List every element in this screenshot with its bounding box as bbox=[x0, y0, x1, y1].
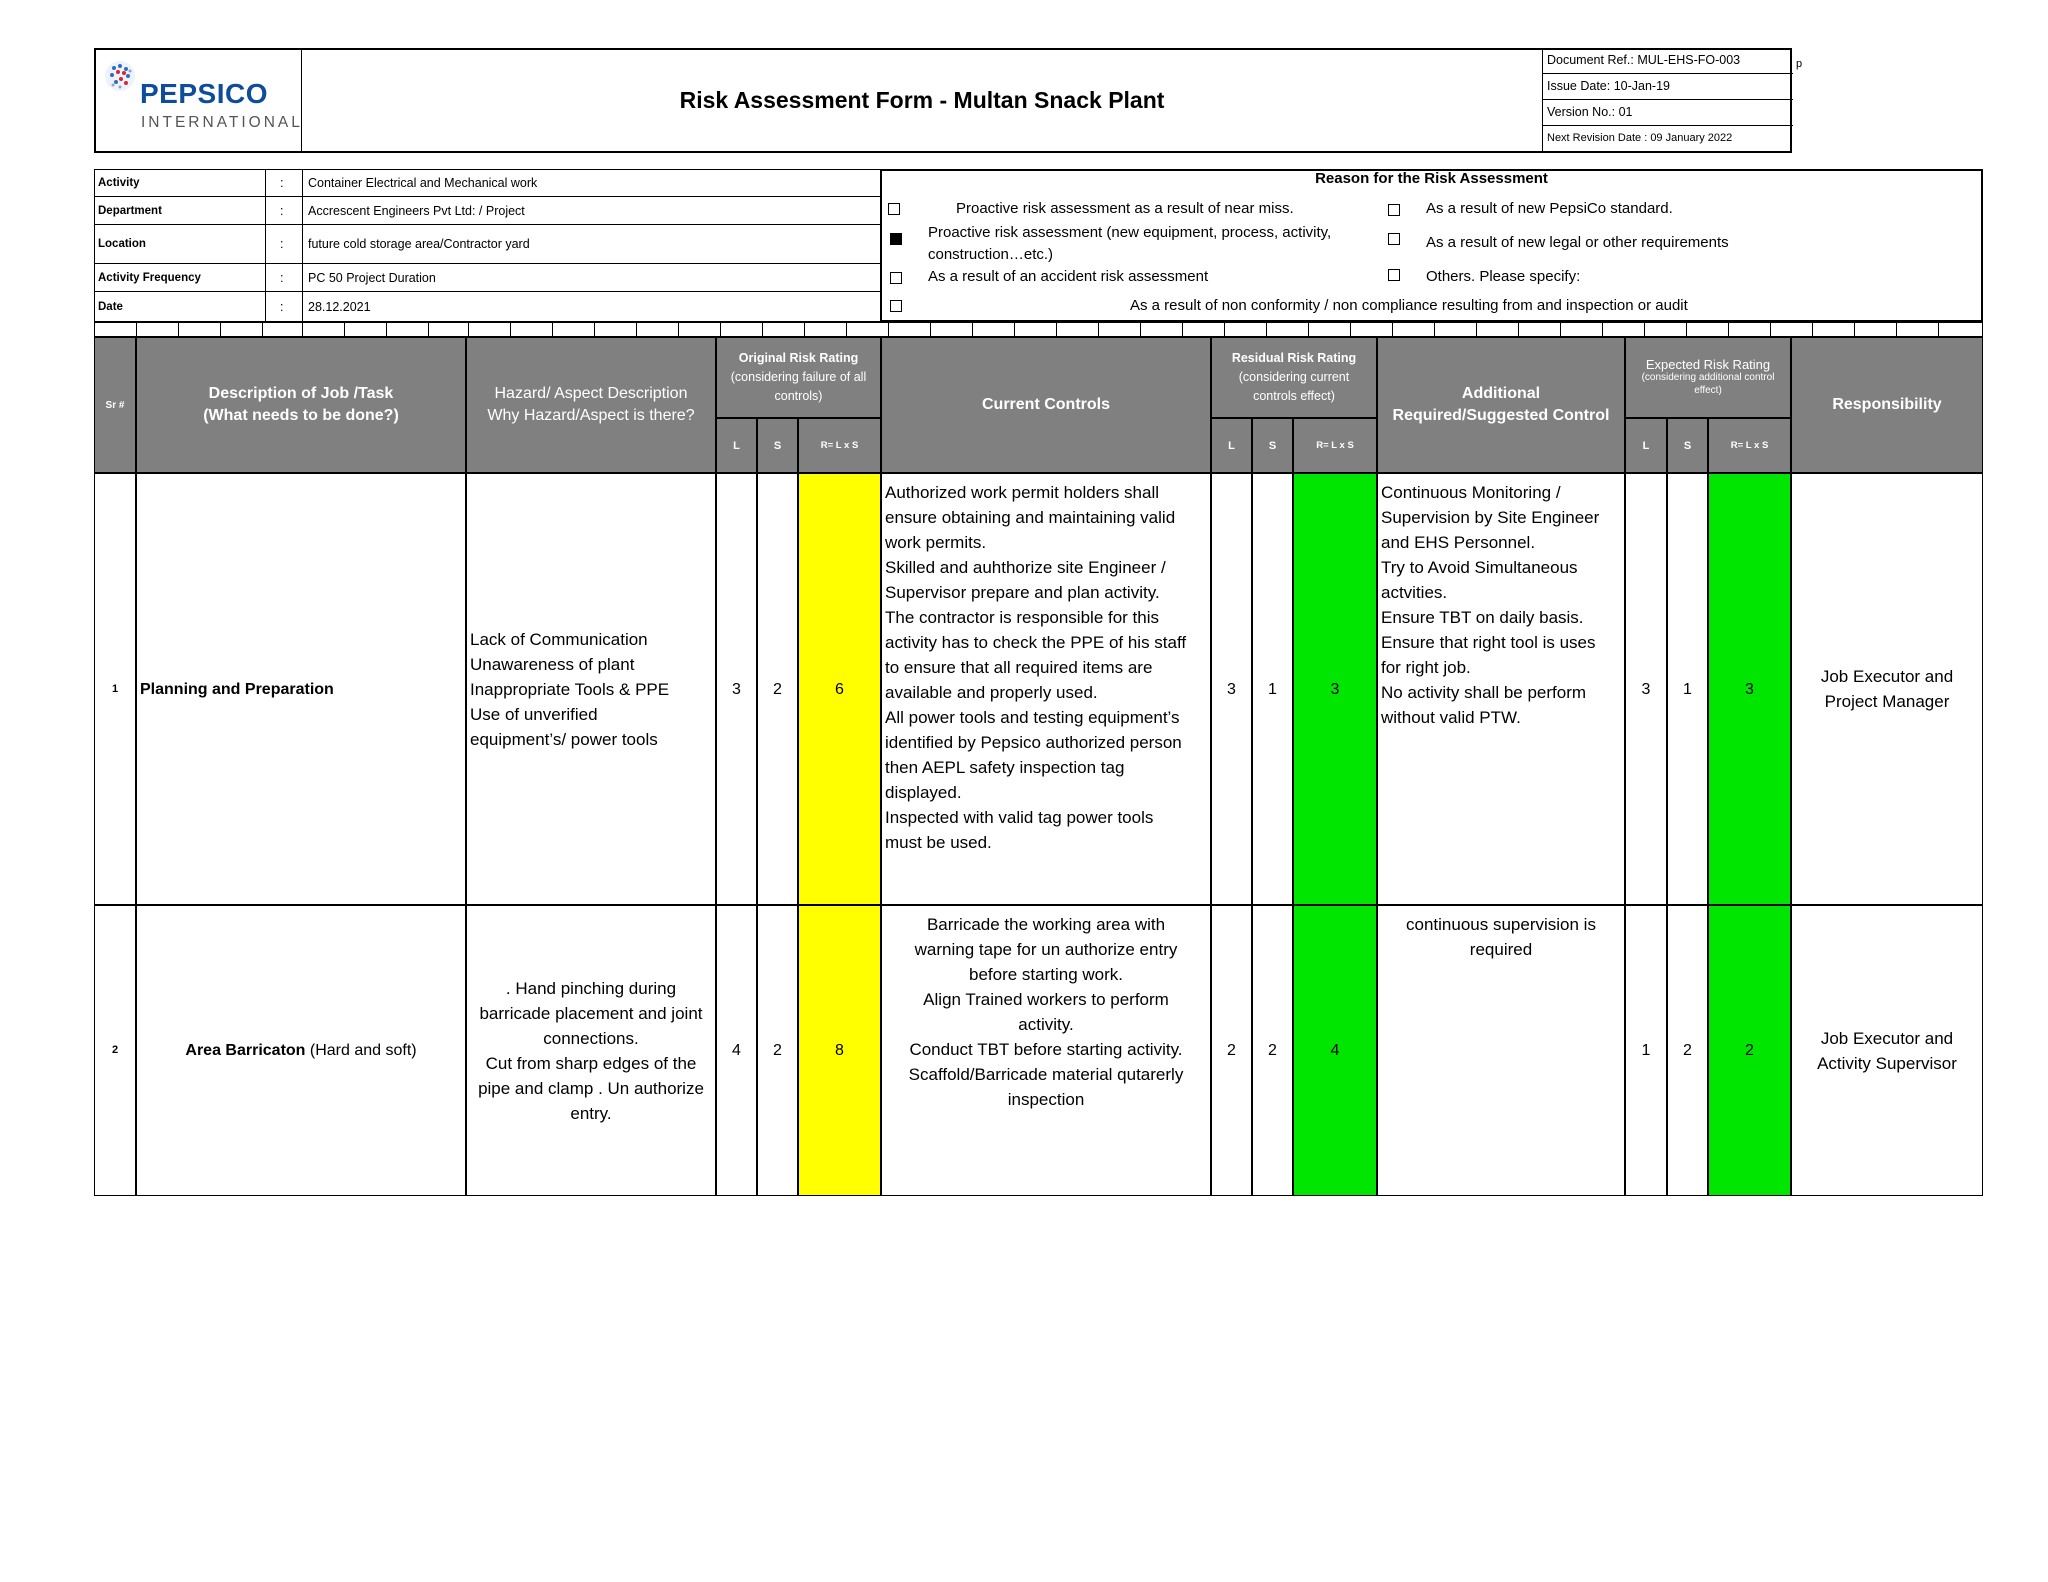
row-sr bbox=[94, 473, 136, 905]
info-row-frequency bbox=[94, 264, 880, 292]
header-original-subtitle: (considering failure of all controls) bbox=[730, 370, 867, 403]
rating-r-value: 8 bbox=[835, 1042, 844, 1059]
control-line: inspection bbox=[1007, 1090, 1085, 1109]
rating-s-value: 2 bbox=[773, 680, 782, 698]
info-value: Accrescent Engineers Pvt Ltd: / Project bbox=[308, 203, 525, 218]
row-additional-control bbox=[1377, 905, 1625, 1196]
info-label: Activity Frequency bbox=[98, 271, 201, 284]
text-stack bbox=[1381, 480, 1599, 730]
document-info bbox=[1542, 48, 1792, 153]
info-label: Date bbox=[98, 301, 123, 313]
control-line: Authorized work permit holders shall bbox=[885, 483, 1160, 502]
header-expected-r bbox=[1708, 418, 1791, 473]
header-original-r bbox=[798, 418, 881, 473]
control-line: Conduct TBT before starting activity. bbox=[909, 1040, 1183, 1059]
header-current-controls-label: Current Controls bbox=[982, 396, 1110, 413]
control-line: Supervisor prepare and plan activity. bbox=[885, 583, 1160, 602]
control-line: Align Trained workers to perform bbox=[923, 990, 1169, 1009]
additional-line: Supervision by Site Engineer bbox=[1381, 508, 1600, 527]
info-row-department bbox=[94, 197, 880, 225]
info-label: Department bbox=[98, 204, 162, 217]
next-revision-date: Next Revision Date : 09 January 2022 bbox=[1547, 132, 1733, 144]
header-l-label: L bbox=[1228, 439, 1235, 452]
job-description bbox=[140, 677, 334, 702]
info-value: Container Electrical and Mechanical work bbox=[308, 176, 538, 190]
control-line: activity. bbox=[1018, 1015, 1074, 1034]
additional-line: for right job. bbox=[1381, 658, 1471, 677]
text-stack bbox=[1821, 664, 1953, 714]
job-description bbox=[185, 1038, 416, 1063]
control-line: work permits. bbox=[885, 533, 987, 552]
info-colon: : bbox=[280, 300, 284, 314]
info-colon: : bbox=[280, 270, 284, 285]
rating-s-value: 2 bbox=[1268, 1042, 1277, 1059]
header-expected-l bbox=[1625, 418, 1667, 473]
checkbox-new-equipment[interactable] bbox=[890, 233, 902, 245]
info-value: PC 50 Project Duration bbox=[308, 270, 436, 285]
control-line: must be used. bbox=[885, 833, 992, 852]
reason-new-equipment: Proactive risk assessment (new equipment, process, activity, bbox=[928, 224, 1332, 241]
control-line: All power tools and testing equipment’s bbox=[885, 708, 1180, 727]
rating-r-value: 4 bbox=[1330, 1042, 1340, 1059]
row-residual-r bbox=[1293, 473, 1377, 905]
rating-l-value: 3 bbox=[1227, 680, 1236, 698]
header-r-label: R= L x S bbox=[820, 440, 859, 451]
header-desc-line: (What needs to be done?) bbox=[203, 407, 399, 424]
header-r-label: R= L x S bbox=[1730, 440, 1769, 451]
checkbox-non-conformity[interactable] bbox=[890, 300, 902, 312]
row-additional-control bbox=[1377, 473, 1625, 905]
header-residual-l bbox=[1211, 418, 1252, 473]
info-row-location bbox=[94, 225, 880, 264]
control-line: Barricade the working area with bbox=[926, 915, 1166, 934]
reason-others: Others. Please specify: bbox=[1426, 268, 1581, 285]
rating-l-value: 3 bbox=[732, 680, 741, 698]
header-hazard-line: Hazard/ Aspect Description bbox=[494, 385, 688, 402]
rating-l-value: 1 bbox=[1641, 1042, 1651, 1059]
control-line: Inspected with valid tag power tools bbox=[885, 808, 1154, 827]
header-hazard-line: Why Hazard/Aspect is there? bbox=[487, 407, 695, 424]
header-original-rating bbox=[716, 337, 881, 418]
row-sr bbox=[94, 905, 136, 1196]
info-value: future cold storage area/Contractor yard bbox=[308, 237, 530, 251]
grid-strip bbox=[94, 322, 1983, 337]
row-original-r bbox=[798, 473, 881, 905]
info-colon: : bbox=[280, 176, 284, 190]
responsibility-line: Job Executor and bbox=[1820, 667, 1954, 686]
text-stack bbox=[478, 976, 704, 1126]
info-colon: : bbox=[280, 203, 284, 218]
control-line: before starting work. bbox=[968, 965, 1123, 984]
header-responsibility bbox=[1791, 337, 1983, 473]
job-subtitle: (Hard and soft) bbox=[305, 1042, 417, 1059]
rating-l-value: 2 bbox=[1227, 1042, 1236, 1059]
reason-near-miss: Proactive risk assessment as a result of near miss. bbox=[956, 200, 1294, 217]
row-original-s bbox=[757, 473, 798, 905]
header-s-label: S bbox=[1268, 439, 1277, 452]
rating-s-value: 1 bbox=[1268, 680, 1277, 698]
row-expected-s bbox=[1667, 905, 1708, 1196]
job-title: Planning and Preparation bbox=[140, 680, 334, 698]
control-line: identified by Pepsico authorized person bbox=[885, 733, 1182, 752]
header-sr-label: Sr # bbox=[105, 399, 125, 411]
row-current-controls bbox=[881, 473, 1211, 905]
rating-s-value: 1 bbox=[1683, 680, 1692, 698]
text-stack bbox=[885, 480, 1186, 855]
row-description bbox=[136, 905, 466, 1196]
job-title: Area Barricaton bbox=[185, 1042, 306, 1059]
control-line: The contractor is responsible for this bbox=[885, 608, 1160, 627]
control-line: then AEPL safety inspection tag bbox=[885, 758, 1125, 777]
rating-r-value: 6 bbox=[835, 680, 844, 698]
control-line: warning tape for un authorize entry bbox=[914, 940, 1178, 959]
control-line: ensure obtaining and maintaining valid bbox=[885, 508, 1176, 527]
row-responsibility bbox=[1791, 473, 1983, 905]
row-residual-l bbox=[1211, 905, 1252, 1196]
reason-non-conformity: As a result of non conformity / non compliance resulting from and inspection or audit bbox=[1130, 297, 1688, 314]
header-original-s bbox=[757, 418, 798, 473]
checkbox-accident[interactable] bbox=[890, 272, 902, 284]
rating-s-value: 2 bbox=[773, 1042, 782, 1059]
additional-line: actvities. bbox=[1381, 583, 1448, 602]
row-residual-s bbox=[1252, 473, 1293, 905]
hazard-line: Use of unverified bbox=[470, 704, 598, 724]
logo-wordmark: PEPSICO bbox=[140, 78, 268, 109]
pepsico-globe-icon bbox=[104, 60, 136, 92]
header-expected-rating bbox=[1625, 337, 1791, 418]
row-current-controls bbox=[881, 905, 1211, 1196]
header-expected-title: Expected Risk Rating bbox=[1645, 357, 1771, 372]
responsibility-line: Project Manager bbox=[1824, 692, 1950, 711]
rating-r-value: 3 bbox=[1330, 680, 1340, 698]
text-stack bbox=[1817, 1026, 1957, 1076]
header-residual-rating bbox=[1211, 337, 1377, 418]
row-expected-l bbox=[1625, 905, 1667, 1196]
header-hazard bbox=[466, 337, 716, 473]
row-expected-s bbox=[1667, 473, 1708, 905]
header-s-label: S bbox=[773, 439, 782, 452]
row-original-l bbox=[716, 473, 757, 905]
rating-r-value: 2 bbox=[1745, 1042, 1754, 1059]
row-hazard bbox=[466, 473, 716, 905]
info-divider bbox=[265, 170, 266, 322]
row-expected-r bbox=[1708, 473, 1791, 905]
row-expected-r bbox=[1708, 905, 1791, 1196]
row-original-r bbox=[798, 905, 881, 1196]
hazard-line: connections. bbox=[543, 1028, 639, 1048]
row-residual-s bbox=[1252, 905, 1293, 1196]
header-residual-s bbox=[1252, 418, 1293, 473]
additional-line: No activity shall be perform bbox=[1381, 683, 1587, 702]
document-ref: Document Ref.: MUL-EHS-FO-003 bbox=[1543, 48, 1793, 74]
logo-subtext: INTERNATIONAL bbox=[141, 114, 303, 131]
info-value: 28.12.2021 bbox=[308, 300, 371, 314]
stray-mark: p bbox=[1796, 58, 1803, 70]
header-current-controls bbox=[881, 337, 1211, 473]
additional-line: required bbox=[1469, 940, 1533, 959]
info-label: Activity bbox=[98, 177, 140, 189]
text-stack bbox=[470, 627, 669, 752]
row-expected-l bbox=[1625, 473, 1667, 905]
hazard-line: Unawareness of plant bbox=[470, 654, 635, 674]
control-line: activity has to check the PPE of his staff bbox=[885, 633, 1187, 652]
info-divider bbox=[302, 170, 303, 322]
additional-line: and EHS Personnel. bbox=[1381, 533, 1536, 552]
hazard-line: pipe and clamp . Un authorize bbox=[478, 1078, 704, 1098]
row-description bbox=[136, 473, 466, 905]
checkbox-others[interactable] bbox=[1388, 269, 1400, 281]
hazard-line: . Hand pinching during bbox=[505, 978, 677, 998]
additional-line: Ensure TBT on daily basis. bbox=[1381, 608, 1584, 627]
row-hazard bbox=[466, 905, 716, 1196]
header-residual-title: Residual Risk Rating bbox=[1231, 351, 1357, 365]
row-sr-number: 2 bbox=[111, 1044, 119, 1056]
header-additional-label: Additional Required/Suggested Control bbox=[1392, 385, 1610, 424]
header-sr bbox=[94, 337, 136, 473]
responsibility-line: Job Executor and bbox=[1820, 1028, 1954, 1048]
hazard-line: Lack of Communication bbox=[470, 629, 648, 649]
control-line: Skilled and auhthorize site Engineer / bbox=[885, 558, 1166, 577]
info-row-activity bbox=[94, 170, 880, 197]
row-sr-number: 1 bbox=[111, 682, 119, 695]
row-residual-r bbox=[1293, 905, 1377, 1196]
header-s-label: S bbox=[1683, 439, 1692, 452]
control-line: Scaffold/Barricade material qutarerly bbox=[908, 1065, 1184, 1084]
info-label: Location bbox=[98, 238, 146, 250]
text-stack bbox=[1406, 912, 1596, 962]
row-responsibility bbox=[1791, 905, 1983, 1196]
issue-date: Issue Date: 10-Jan-19 bbox=[1543, 74, 1793, 100]
control-line: available and properly used. bbox=[885, 683, 1098, 702]
rating-r-value: 3 bbox=[1745, 680, 1754, 698]
additional-line: continuous supervision is bbox=[1406, 915, 1596, 934]
rating-l-value: 3 bbox=[1641, 680, 1651, 698]
control-line: to ensure that all required items are bbox=[885, 658, 1153, 677]
header-residual-subtitle: (considering current controls effect) bbox=[1238, 370, 1350, 403]
checkbox-near-miss[interactable] bbox=[888, 203, 900, 215]
header-desc-line: Description of Job /Task bbox=[208, 385, 394, 402]
additional-line: Continuous Monitoring / bbox=[1381, 483, 1561, 502]
reason-new-equipment-cont: construction…etc.) bbox=[928, 246, 1054, 263]
responsibility-line: Activity Supervisor bbox=[1817, 1053, 1957, 1073]
text-stack bbox=[909, 912, 1184, 1112]
page-title: Risk Assessment Form - Multan Snack Plant bbox=[679, 87, 1165, 113]
hazard-line: Inappropriate Tools & PPE bbox=[470, 679, 670, 699]
info-row-date bbox=[94, 292, 880, 322]
header-responsibility-label: Responsibility bbox=[1832, 396, 1942, 413]
reason-accident: As a result of an accident risk assessment bbox=[928, 268, 1209, 285]
header-residual-r bbox=[1293, 418, 1377, 473]
header-expected-subtitle: (considering additional control effect) bbox=[1641, 372, 1775, 396]
header-r-label: R= L x S bbox=[1316, 440, 1354, 451]
row-original-s bbox=[757, 905, 798, 1196]
rating-l-value: 4 bbox=[732, 1042, 741, 1059]
text-stack bbox=[487, 383, 694, 427]
header-original-title: Original Risk Rating bbox=[738, 351, 859, 365]
row-original-l bbox=[716, 905, 757, 1196]
reason-title: Reason for the Risk Assessment bbox=[1315, 170, 1548, 187]
additional-line: without valid PTW. bbox=[1381, 708, 1521, 727]
hazard-line: equipment’s/ power tools bbox=[470, 729, 658, 749]
checkbox-new-standard[interactable] bbox=[1388, 204, 1400, 216]
header-original-l bbox=[716, 418, 757, 473]
text-stack bbox=[203, 383, 399, 427]
header-l-label: L bbox=[1642, 439, 1650, 452]
control-line: displayed. bbox=[885, 783, 962, 802]
rating-s-value: 2 bbox=[1683, 1042, 1692, 1059]
reason-legal: As a result of new legal or other requirements bbox=[1426, 234, 1729, 251]
row-residual-l bbox=[1211, 473, 1252, 905]
header-description bbox=[136, 337, 466, 473]
checkbox-legal[interactable] bbox=[1388, 233, 1400, 245]
header-additional-control bbox=[1377, 337, 1625, 473]
reason-new-standard: As a result of new PepsiCo standard. bbox=[1426, 200, 1673, 217]
version-number: Version No.: 01 bbox=[1543, 100, 1793, 126]
header-expected-s bbox=[1667, 418, 1708, 473]
additional-line: Try to Avoid Simultaneous bbox=[1381, 558, 1578, 577]
header-l-label: L bbox=[733, 439, 740, 452]
additional-line: Ensure that right tool is uses bbox=[1381, 633, 1596, 652]
hazard-line: entry. bbox=[570, 1103, 612, 1123]
hazard-line: barricade placement and joint bbox=[479, 1003, 703, 1023]
info-colon: : bbox=[280, 237, 284, 251]
hazard-line: Cut from sharp edges of the bbox=[485, 1053, 697, 1073]
